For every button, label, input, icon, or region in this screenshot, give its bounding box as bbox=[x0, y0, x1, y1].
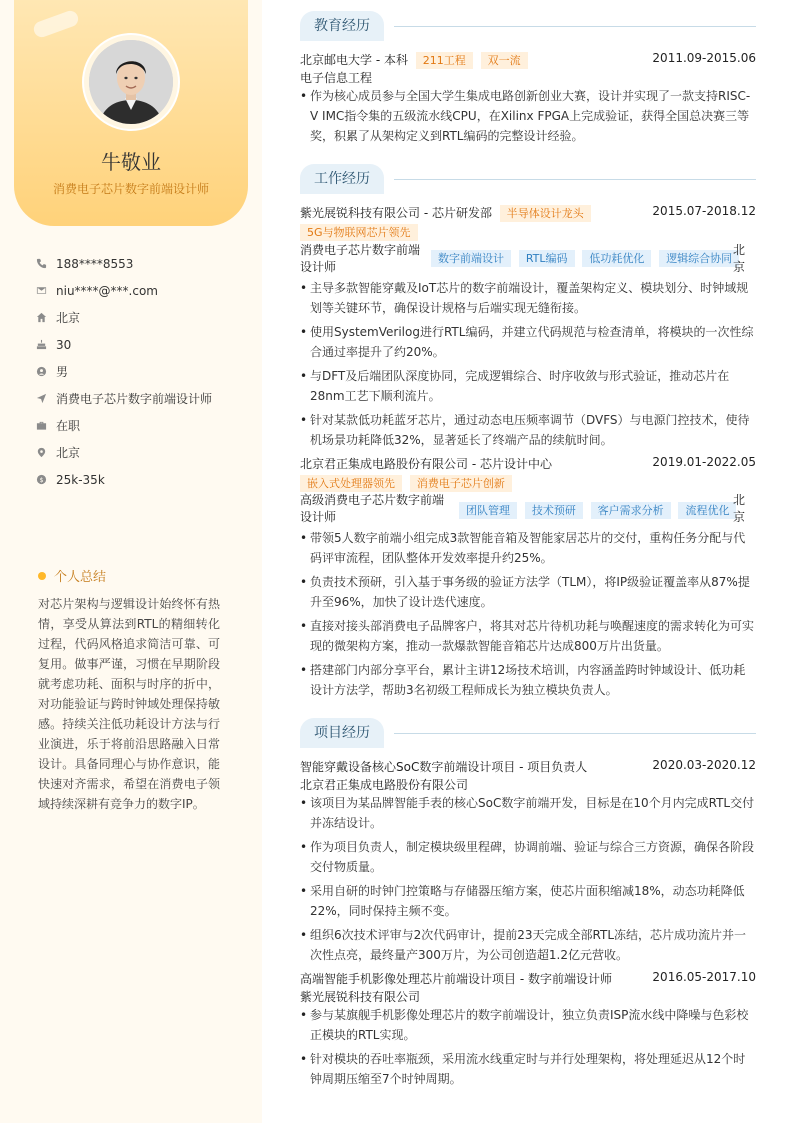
job-city: 北京 bbox=[733, 493, 746, 524]
contact-salary bbox=[36, 466, 251, 493]
education-school: 北京邮电大学 - 本科 bbox=[300, 53, 408, 67]
mail-icon bbox=[36, 285, 56, 296]
job-skills bbox=[455, 502, 736, 519]
contact-value: 188****8553 bbox=[56, 256, 134, 271]
job-bullet: • 搭建部门内部分享平台，累计主讲12场技术培训，内容涵盖跨时钟域设计、低功耗设计方法学，帮助3名初级工程师成长为独立模块负责人。 bbox=[300, 660, 756, 700]
home-icon bbox=[36, 312, 56, 323]
education-tag: 双一流 bbox=[481, 52, 528, 69]
contact-home bbox=[36, 304, 251, 331]
section-work bbox=[300, 164, 756, 194]
education-tag: 211工程 bbox=[416, 52, 473, 69]
job-company: 紫光展锐科技有限公司 - 芯片研发部 bbox=[300, 206, 492, 220]
project-org: 北京君正集成电路股份有限公司 bbox=[300, 778, 469, 792]
education-bullet: • 作为核心成员参与全国大学生集成电路创新创业大赛，设计并实现了一款支持RISC-V IMC指令集的五级流水线CPU，在Xilinx FPGA上完成验证，获得全国总决赛三等奖，积累了从架构定义到RTL编码的完整设计经验。 bbox=[300, 86, 756, 146]
job-dates: 2019.01-2022.05 bbox=[652, 455, 756, 469]
contact-value: 北京 bbox=[56, 311, 81, 325]
job-tag-row bbox=[300, 475, 756, 492]
skill-tag: RTL编码 bbox=[519, 250, 575, 267]
education-header bbox=[300, 51, 756, 69]
job-bullet: • 与DFT及后端团队深度协同，完成逻辑综合、时序收敛与形式验证，推动芯片在28nm工艺下顺利流片。 bbox=[300, 366, 756, 406]
job-tag: 5G与物联网芯片领先 bbox=[300, 224, 418, 241]
job-bullet: • 直接对接头部消费电子品牌客户，将其对芯片待机功耗与唤醒速度的需求转化为可实现的微架构方案，推动一款爆款智能音箱芯片达成800万片出货量。 bbox=[300, 616, 756, 656]
section-title: 教育经历 bbox=[300, 11, 384, 41]
job-header bbox=[300, 204, 756, 222]
send-icon bbox=[36, 393, 56, 404]
contact-gender bbox=[36, 358, 251, 385]
avatar-portrait-icon bbox=[89, 40, 173, 124]
job-bullet: • 主导多款智能穿戴及IoT芯片的数字前端设计，覆盖架构定义、模块划分、时钟域规划等关键环节，确保设计规格与后端实现无缝衔接。 bbox=[300, 278, 756, 318]
job-tag: 消费电子芯片创新 bbox=[410, 475, 512, 492]
contact-status bbox=[36, 412, 251, 439]
cake-icon bbox=[36, 339, 56, 350]
skill-tag: 技术预研 bbox=[525, 502, 583, 519]
skill-tag: 流程优化 bbox=[678, 502, 736, 519]
project-bullet: • 参与某旗舰手机影像处理芯片的数字前端设计，独立负责ISP流水线中降噪与色彩校正模块的RTL实现。 bbox=[300, 1005, 756, 1045]
section-title: 项目经历 bbox=[300, 718, 384, 748]
profile-title: 消费电子芯片数字前端设计师 bbox=[52, 182, 209, 196]
location-icon bbox=[36, 447, 56, 458]
job-role: 消费电子芯片数字前端设计师 bbox=[300, 243, 421, 274]
project-header bbox=[300, 758, 756, 775]
section-divider bbox=[394, 26, 756, 27]
contact-value: 消费电子芯片数字前端设计师 bbox=[56, 392, 213, 406]
contact-list bbox=[36, 250, 251, 493]
job-role: 高级消费电子芯片数字前端设计师 bbox=[300, 493, 445, 524]
gender-icon bbox=[36, 366, 56, 377]
contact-value: 30 bbox=[56, 337, 72, 352]
project-org: 紫光展锐科技有限公司 bbox=[300, 990, 421, 1004]
contact-age bbox=[36, 331, 251, 358]
phone-icon bbox=[36, 258, 56, 269]
contact-email bbox=[36, 277, 251, 304]
svg-text:$: $ bbox=[39, 475, 44, 484]
education-major: 电子信息工程 bbox=[300, 71, 373, 85]
job-bullet: • 使用SystemVerilog进行RTL编码，并建立代码规范与检查清单，将模块的一次性综合通过率提升了约20%。 bbox=[300, 322, 756, 362]
job-bullet: • 针对某款低功耗蓝牙芯片，通过动态电压频率调节（DVFS）与电源门控技术，使待机场景功耗降低32%，显著延长了终端产品的续航时间。 bbox=[300, 410, 756, 450]
section-title: 工作经历 bbox=[300, 164, 384, 194]
section-projects bbox=[300, 718, 756, 748]
contact-value: 北京 bbox=[56, 446, 81, 460]
project-dates: 2020.03-2020.12 bbox=[652, 758, 756, 772]
avatar-frame bbox=[84, 35, 178, 129]
skill-tag: 数字前端设计 bbox=[431, 250, 511, 267]
project-bullet: • 组织6次技术评审与2次代码审计，提前23天完成全部RTL冻结，芯片成功流片并一次性点亮，最终量产300万片，为公司创造超1.2亿元营收。 bbox=[300, 925, 756, 965]
job-skills bbox=[427, 250, 739, 267]
contact-city bbox=[36, 439, 251, 466]
bullet-dot-icon bbox=[38, 572, 46, 580]
profile-name: 牛敬业 bbox=[101, 150, 161, 174]
project-bullet: • 针对模块的吞吐率瓶颈，采用流水线重定时与并行处理架构，将处理延迟从12个时钟周期压缩至7个时钟周期。 bbox=[300, 1049, 756, 1089]
contact-value: 男 bbox=[56, 365, 69, 379]
project-bullet: • 该项目为某品牌智能手表的核心SoC数字前端开发，目标是在10个月内完成RTL交付并冻结设计。 bbox=[300, 793, 756, 833]
skill-tag: 逻辑综合协同 bbox=[659, 250, 739, 267]
contact-value: niu****@***.com bbox=[56, 283, 158, 298]
project-header bbox=[300, 970, 756, 987]
avatar bbox=[89, 40, 173, 124]
job-tag: 嵌入式处理器领先 bbox=[300, 475, 402, 492]
contact-phone bbox=[36, 250, 251, 277]
contact-value: 25k-35k bbox=[56, 472, 105, 487]
section-divider bbox=[394, 179, 756, 180]
section-divider bbox=[394, 733, 756, 734]
job-city: 北京 bbox=[733, 243, 746, 274]
project-bullet: • 采用自研的时钟门控策略与存储器压缩方案，使芯片面积缩减18%，动态功耗降低22%，同时保持主频不变。 bbox=[300, 881, 756, 921]
briefcase-icon bbox=[36, 420, 56, 431]
project-name: 智能穿戴设备核心SoC数字前端设计项目 - 项目负责人 bbox=[300, 760, 588, 774]
job-company: 北京君正集成电路股份有限公司 - 芯片设计中心 bbox=[300, 457, 552, 471]
skill-tag: 低功耗优化 bbox=[582, 250, 651, 267]
project-bullet: • 作为项目负责人，制定模块级里程碑，协调前端、验证与综合三方资源，确保各阶段交付物质量。 bbox=[300, 837, 756, 877]
job-dates: 2015.07-2018.12 bbox=[652, 204, 756, 218]
sidebar bbox=[0, 0, 262, 1123]
job-tag-row bbox=[300, 224, 756, 241]
summary-heading bbox=[38, 566, 106, 585]
job-bullet: • 带领5人数字前端小组完成3款智能音箱及智能家居芯片的交付，重构任务分配与代码评审流程，团队整体开发效率提升约25%。 bbox=[300, 528, 756, 568]
job-tag: 半导体设计龙头 bbox=[500, 205, 591, 222]
salary-icon bbox=[36, 474, 56, 485]
summary-text: 对芯片架构与逻辑设计始终怀有热情，享受从算法到RTL的精细转化过程，代码风格追求简洁可靠、可复用。做事严谨，习惯在早期阶段就考虑功耗、面积与时序的折中，对功能验证与跨时钟域处理保持敏感。持续关注低功耗设计方法与行业演进，乐于将前沿思路融入日常设计。具备同理心与协作意识，能快速对齐需求，希望在消费电子领域持续深耕有竞争力的数字IP。 bbox=[38, 597, 220, 811]
job-bullet: • 负责技术预研，引入基于事务级的验证方法学（TLM），将IP级验证覆盖率从87%提升至96%，加快了设计迭代速度。 bbox=[300, 572, 756, 612]
contact-value: 在职 bbox=[56, 419, 81, 433]
contact-position bbox=[36, 385, 251, 412]
section-education bbox=[300, 11, 756, 41]
skill-tag: 团队管理 bbox=[459, 502, 517, 519]
skill-tag: 客户需求分析 bbox=[591, 502, 671, 519]
project-dates: 2016.05-2017.10 bbox=[652, 970, 756, 984]
summary-heading-text: 个人总结 bbox=[54, 570, 107, 585]
project-name: 高端智能手机影像处理芯片前端设计项目 - 数字前端设计师 bbox=[300, 972, 612, 986]
education-dates: 2011.09-2015.06 bbox=[652, 51, 756, 65]
job-header bbox=[300, 455, 756, 472]
